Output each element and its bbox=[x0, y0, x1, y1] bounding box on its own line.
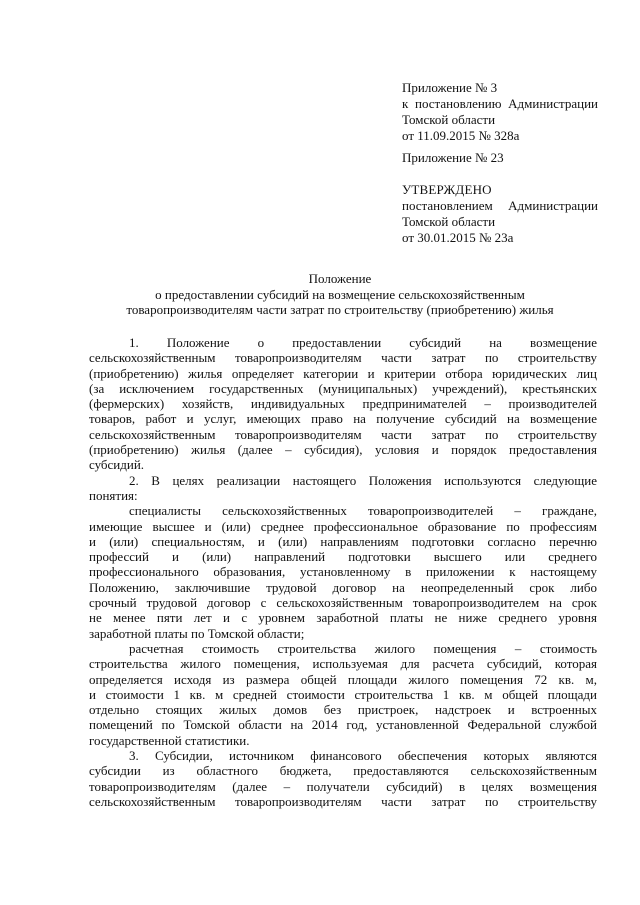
appendix-3-line: Приложение № 3 bbox=[402, 80, 498, 95]
body-line: и (или) специальностям, и (или) направлениям подготовки согласно перечню bbox=[89, 533, 597, 549]
appendix-23-reference bbox=[402, 150, 598, 166]
body-line: и стоимости 1 кв. м средней стоимости строительства 1 кв. м общей площади bbox=[89, 686, 597, 702]
body-line: понятия: bbox=[89, 487, 138, 503]
body-line: 3. Субсидии, источником финансового обеспечения которых являются bbox=[129, 748, 597, 764]
document-body bbox=[89, 335, 597, 809]
body-line: определяется исходя из размера общей площади жилого помещения 72 кв. м, bbox=[89, 671, 597, 687]
title-line: товаропроизводителям части затрат по строительству (приобретению) жилья bbox=[126, 302, 554, 317]
approved-line: Томской области bbox=[402, 214, 496, 229]
body-line: строительства жилого помещения, используемая для расчета субсидий, которая bbox=[89, 656, 597, 672]
body-line: профессий и (или) направлений подготовки высшего или среднего bbox=[89, 549, 597, 565]
body-line: 2. В целях реализации настоящего Положения используются следующие bbox=[129, 472, 597, 488]
appendix-3-line: от 11.09.2015 № 328а bbox=[402, 128, 520, 143]
appendix-3-line: Томской области bbox=[402, 112, 496, 127]
body-line: не менее пяти лет и с уровнем заработной платы не ниже среднего уровня bbox=[89, 610, 597, 626]
body-line: расчетная стоимость строительства жилого помещения – стоимость bbox=[129, 640, 597, 656]
approval-stamp-block bbox=[402, 182, 598, 246]
title-line: о предоставлении субсидий на возмещение сельскохозяйственным bbox=[155, 286, 525, 302]
approved-line: постановлением Администрации bbox=[402, 198, 598, 213]
body-line: сельскохозяйственным товаропроизводителям части затрат по строительству bbox=[89, 793, 597, 809]
approved-heading: УТВЕРЖДЕНО bbox=[402, 182, 492, 197]
appendix-23-line: Приложение № 23 bbox=[402, 150, 504, 165]
body-line: помещений по Томской области на 2014 год, установленной Федеральной службой bbox=[89, 717, 597, 733]
body-line: сельскохозяйственным товаропроизводителям части затрат по строительству bbox=[89, 426, 597, 442]
appendix-3-line: к постановлению Администрации bbox=[402, 96, 598, 111]
body-line: специалисты сельскохозяйственных товаропроизводителей – граждане, bbox=[129, 503, 597, 519]
body-line: сельскохозяйственным товаропроизводителям части затрат по строительству bbox=[89, 350, 597, 366]
body-line: (приобретению) жилья (далее – субсидия), условия и порядок предоставления bbox=[89, 442, 597, 458]
approved-line: от 30.01.2015 № 23а bbox=[402, 230, 514, 245]
body-line: отдельно стоящих жилых домов без пристроек, надстроек и встроенных bbox=[89, 702, 597, 718]
body-line: 1. Положение о предоставлении субсидий на возмещение bbox=[129, 335, 597, 350]
title-line: Положение bbox=[308, 271, 372, 286]
appendix-3-reference bbox=[402, 80, 598, 144]
body-line: субсидии из областного бюджета, предоставляются сельскохозяйственным bbox=[89, 763, 597, 779]
body-line: Положению, заключившие трудовой договор на неопределенный срок либо bbox=[89, 579, 597, 595]
body-line: имеющие высшее и (или) среднее профессиональное образование по профессиям bbox=[89, 518, 597, 534]
body-line: срочный трудовой договор с сельскохозяйственным товаропроизводителем на срок bbox=[89, 595, 597, 611]
body-line: профессионального образования, установленному в приложении к настоящему bbox=[89, 564, 597, 580]
body-line: (фермерских) хозяйств, индивидуальных предпринимателей – производителей bbox=[89, 396, 597, 412]
body-line: субсидий. bbox=[89, 457, 145, 473]
body-line: (за исключением государственных (муниципальных) учреждений), крестьянских bbox=[89, 380, 597, 396]
body-line: товаров, работ и услуг, имеющих право на получение субсидий на возмещение bbox=[89, 411, 597, 427]
document-title bbox=[70, 271, 610, 318]
body-line: заработной платы по Томской области; bbox=[89, 625, 305, 641]
body-line: государственной статистики. bbox=[89, 732, 250, 748]
body-line: (приобретению) жилья определяет категории и критерии отбора юридических лиц bbox=[89, 365, 597, 381]
body-line: товаропроизводителям (далее – получатели субсидий) в целях возмещения bbox=[89, 778, 597, 794]
